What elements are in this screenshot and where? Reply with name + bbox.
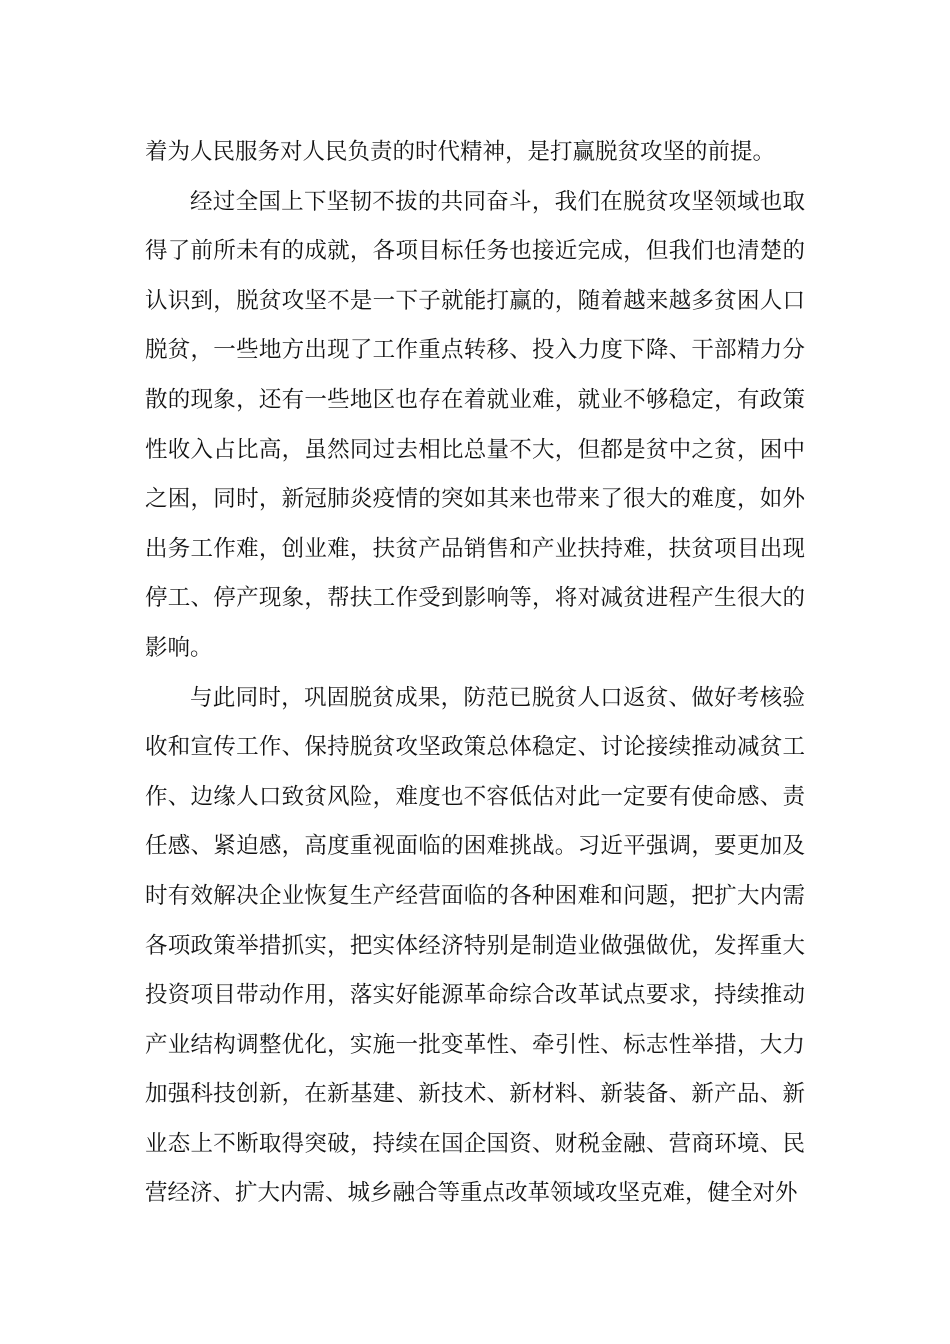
paragraph-1: 着为人民服务对人民负责的时代精神，是打赢脱贫攻坚的前提。 (145, 139, 776, 165)
paragraph-3: 与此同时，巩固脱贫成果，防范已脱贫人口返贫、做好考核验收和宣传工作、保持脱贫攻坚政策总体稳定、讨论接续推动减贫工作、边缘人口致贫风险，难度也不容低估对此一定要有使命感、责任感、紧迫感，高度重视面临的困难挑战。习近平强调，要更加及时有效解决企业恢复生产经营面临的各种困难和问题，把扩大内需各项政策举措抓实，把实体经济特别是制造业做强做优，发挥重大投资项目带动作用，落实好能源革命综合改革试点要求，持续推动产业结构调整优化，实施一批变革性、牵引性、标志性举措，大力加强科技创新，在新基建、新技术、新材料、新装备、新产品、新业态上不断取得突破，持续在国企国资、财税金融、营商环境、民营经济、扩大内需、城乡融合等重点改革领域攻坚克难，健全对外 (145, 684, 805, 1207)
paragraph-2: 经过全国上下坚韧不拔的共同奋斗，我们在脱贫攻坚领域也取得了前所未有的成就，各项目标任务也接近完成，但我们也清楚的认识到，脱贫攻坚不是一下子就能打赢的，随着越来越多贫困人口脱贫，一些地方出现了工作重点转移、投入力度下降、干部精力分散的现象，还有一些地区也存在着就业难，就业不够稳定，有政策性收入占比高，虽然同过去相比总量不大，但都是贫中之贫，困中之困，同时，新冠肺炎疫情的突如其来也带来了很大的难度，如外出务工作难，创业难，扶贫产品销售和产业扶持难，扶贫项目出现停工、停产现象，帮扶工作受到影响等，将对减贫进程产生很大的影响。 (145, 188, 805, 661)
document-body (145, 128, 805, 1219)
